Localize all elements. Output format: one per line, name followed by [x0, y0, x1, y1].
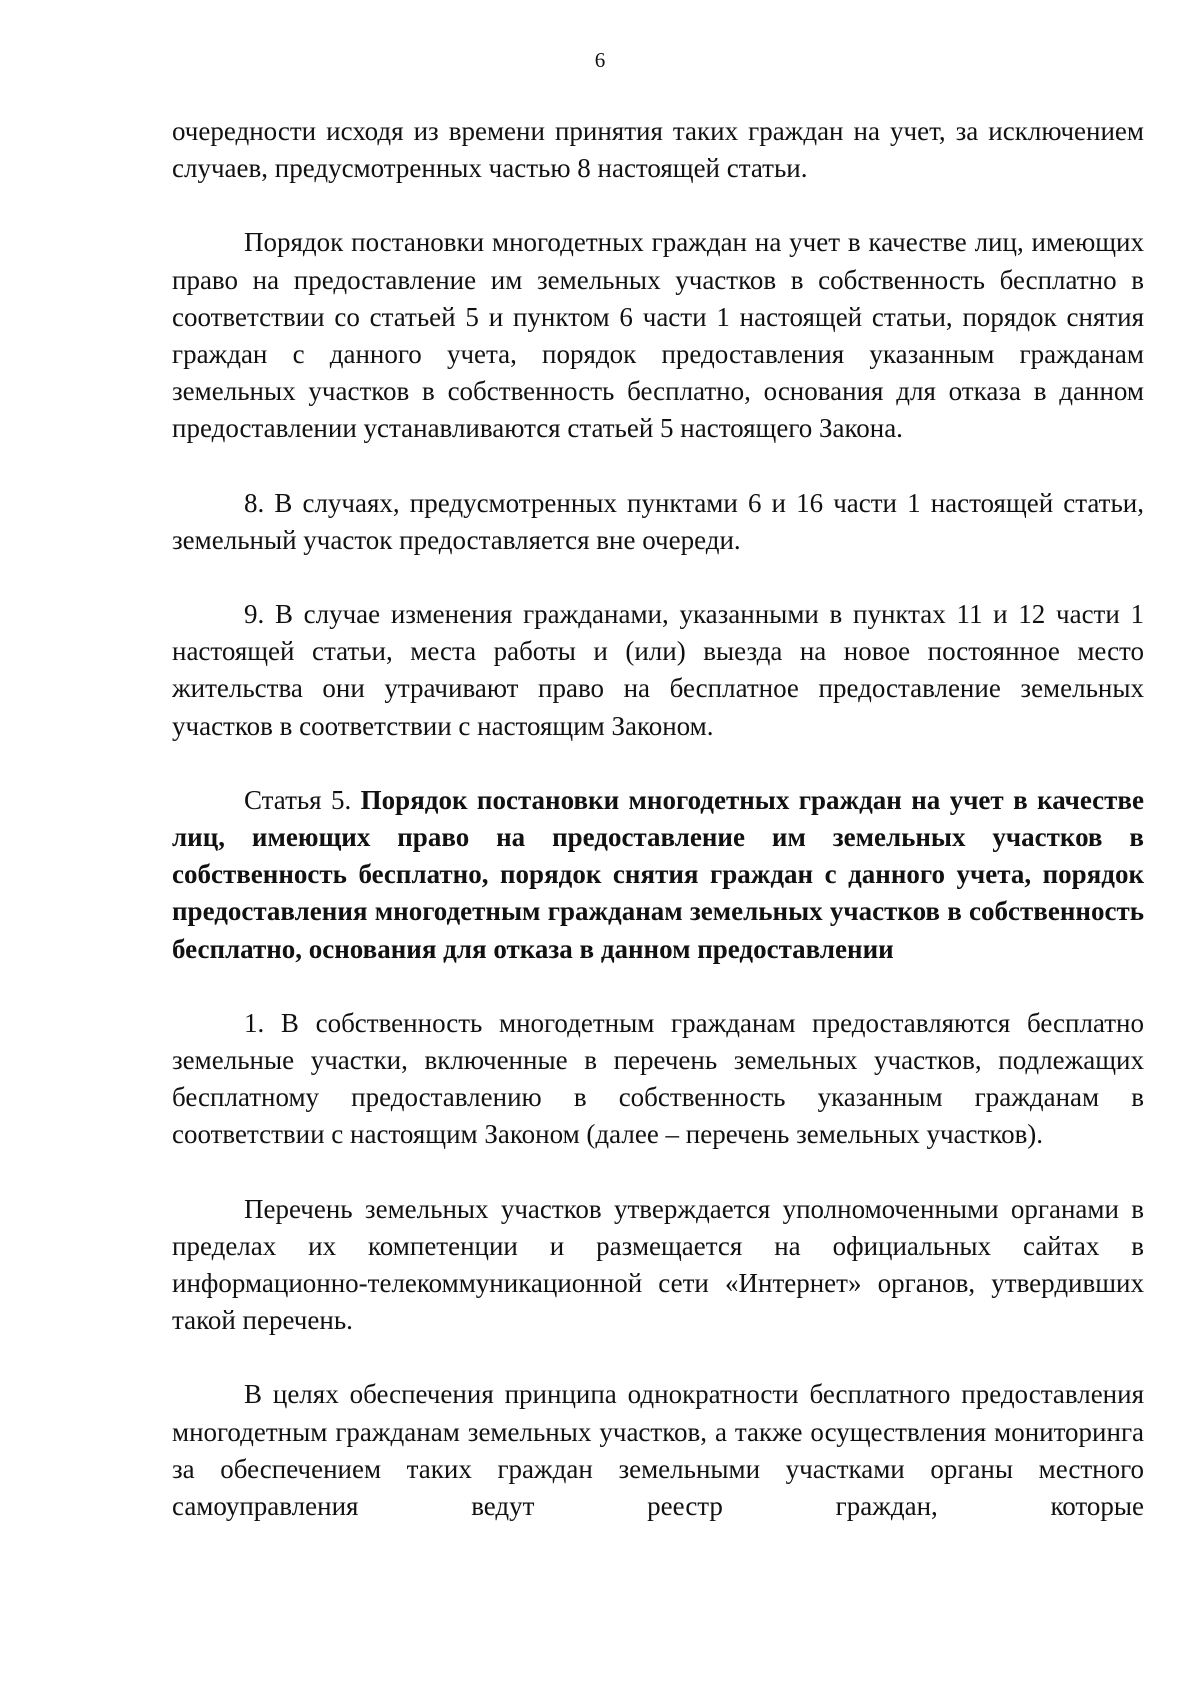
document-body: [172, 113, 1144, 1562]
paragraph-registration-procedure: Порядок постановки многодетных граждан на учет в качестве лиц, имеющих право на предоставление им земельных участков в собственность бесплатно в соответствии со статьей 5 и пунктом 6 части 1 настоящей статьи, порядок снятия граждан с данного учета, порядок предоставления указанным гражданам земельных участков в собственность бесплатно, основания для отказа в данном предоставлении устанавливаются статьей 5 настоящего Закона.: [172, 227, 1144, 444]
article-title: Порядок постановки многодетных граждан на учет в качестве лиц, имеющих право на предоставление им земельных участков в собственность бесплатно, порядок снятия граждан с данного учета, порядок предоставления многодетным гражданам земельных участков в собственность бесплатно, основания для отказа в данном предоставлении: [172, 784, 1144, 964]
paragraph-part-9: 9. В случае изменения гражданами, указанными в пунктах 11 и 12 части 1 настоящей статьи, места работы и (или) выезда на новое постоянное место жительства они утрачивают право на бесплатное предоставление земельных участков в соответствии с настоящим Законом.: [172, 599, 1144, 741]
article-label: Статья 5.: [244, 784, 361, 815]
article-5-heading: [172, 782, 1144, 968]
paragraph-continuation: очередности исходя из времени принятия таких граждан на учет, за исключением случаев, предусмотренных частью 8 настоящей статьи.: [172, 116, 1144, 184]
paragraph-article-5-part-1: 1. В собственность многодетным гражданам предоставляются бесплатно земельные участки, включенные в перечень земельных участков, подлежащих бесплатному предоставлению в собственность указанным гражданам в соответствии с настоящим Законом (далее – перечень земельных участков).: [172, 1007, 1144, 1150]
paragraph-list-approval: Перечень земельных участков утверждается уполномоченными органами в пределах их компетенции и размещается на официальных сайтах в информационно-телекоммуникационной сети «Интернет» органов, утвердивших такой перечень.: [172, 1193, 1144, 1336]
page-number: 6: [594, 48, 606, 72]
paragraph-part-8: 8. В случаях, предусмотренных пунктами 6 и 16 части 1 настоящей статьи, земельный участок предоставляется вне очереди.: [172, 487, 1144, 555]
paragraph-registry: В целях обеспечения принципа однократности бесплатного предоставления многодетным гражданам земельных участков, а также осуществления мониторинга за обеспечением таких граждан земельными участками органы местного самоуправления ведут реестр граждан, которые: [172, 1379, 1144, 1522]
